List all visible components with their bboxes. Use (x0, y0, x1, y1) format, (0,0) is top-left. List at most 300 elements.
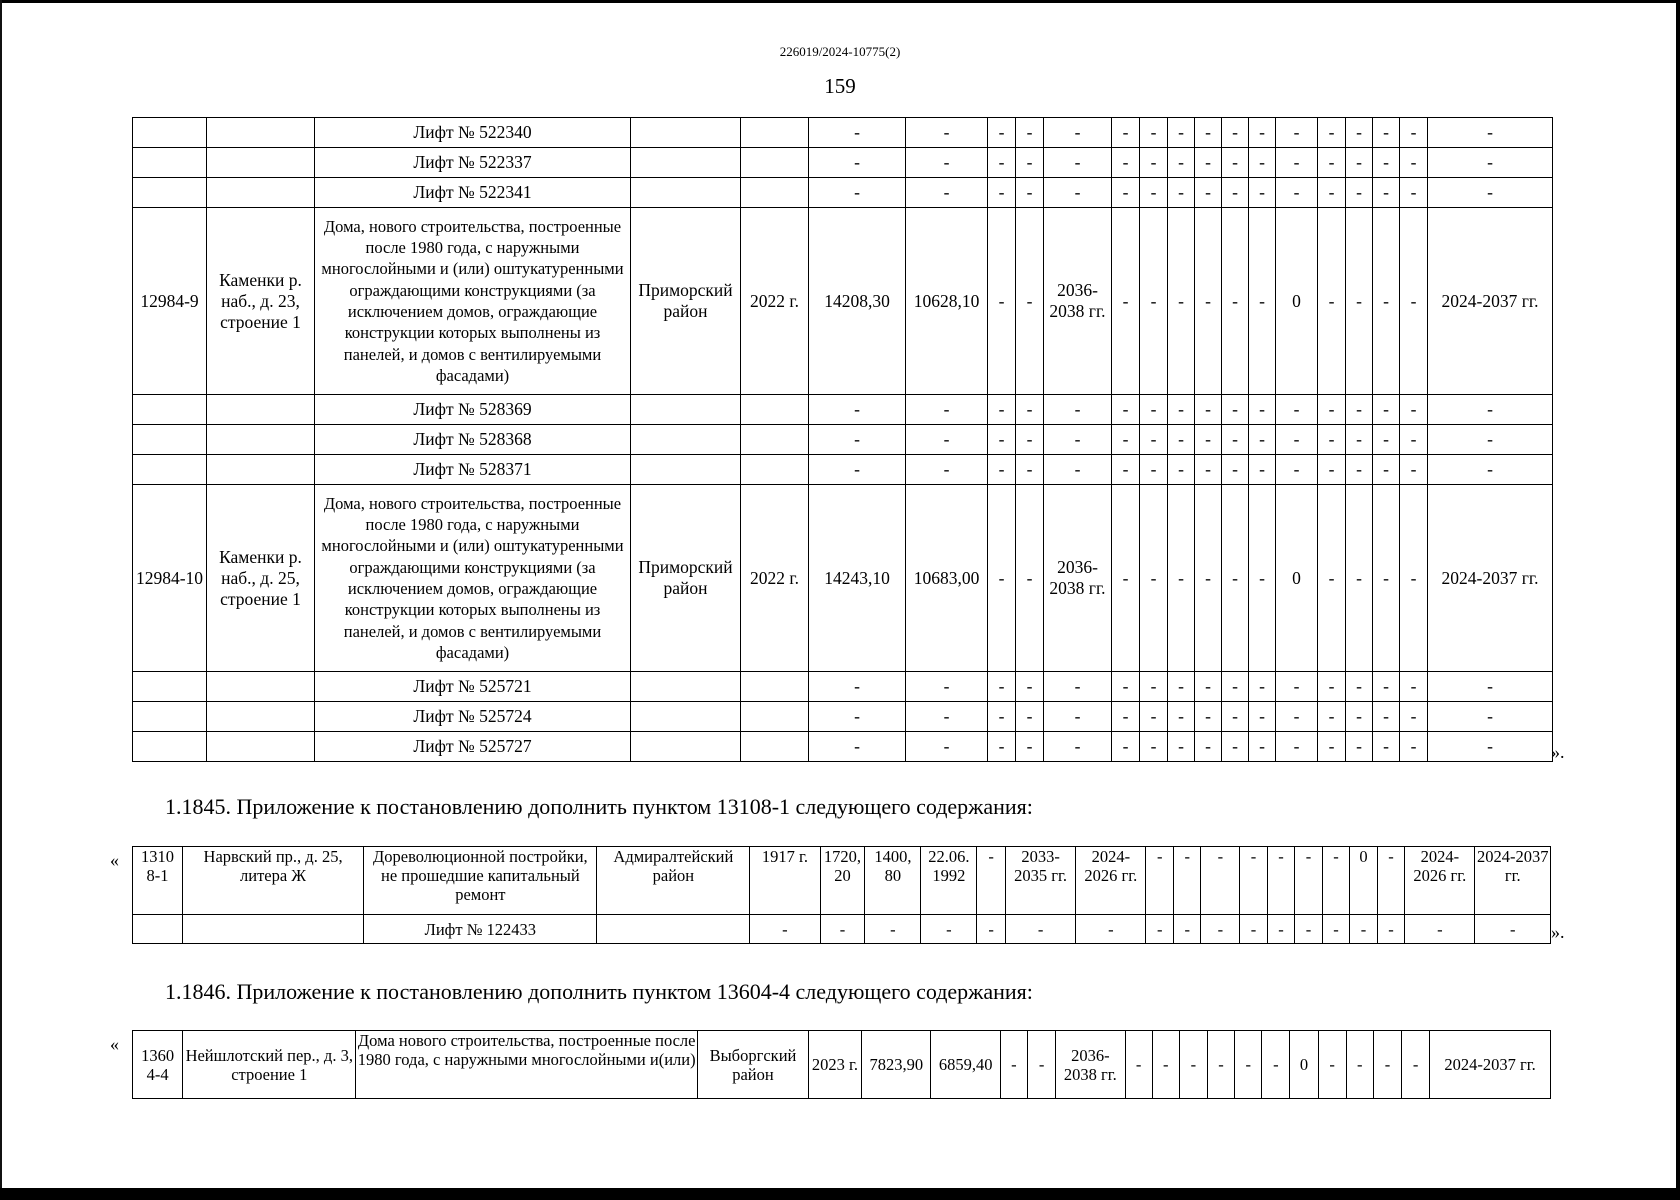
value-cell: - (1318, 425, 1346, 455)
value-cell: - (1428, 118, 1553, 148)
total-area: 14243,10 (809, 485, 906, 672)
value-cell: - (1400, 672, 1428, 702)
value-cell: - (1016, 395, 1044, 425)
value-cell: - (1346, 395, 1373, 425)
value-cell: - (1140, 672, 1168, 702)
value-cell: - (1249, 485, 1276, 672)
scan-edge-right (1676, 0, 1680, 1200)
value-cell: - (1428, 148, 1553, 178)
value-cell: - (1168, 425, 1195, 455)
value-cell: - (1428, 732, 1553, 762)
value-cell: - (1400, 455, 1428, 485)
value-cell: - (1346, 425, 1373, 455)
value-cell: - (809, 732, 906, 762)
value-cell: - (1267, 915, 1295, 944)
lift-label: Лифт № 528368 (315, 425, 631, 455)
value-cell: - (1005, 915, 1075, 944)
empty-cell (597, 915, 750, 944)
value-cell: - (809, 702, 906, 732)
value-cell: 0 (1350, 847, 1378, 915)
value-cell: - (988, 485, 1016, 672)
empty-cell (133, 455, 207, 485)
value-cell: - (1140, 702, 1168, 732)
value-cell: - (1402, 1031, 1430, 1099)
value-cell: - (1195, 732, 1222, 762)
value-cell: - (1373, 1031, 1401, 1099)
value-cell: - (1168, 455, 1195, 485)
value-cell: - (1168, 395, 1195, 425)
value-cell: - (1249, 672, 1276, 702)
value-cell: - (1195, 395, 1222, 425)
building-row (133, 208, 1553, 395)
value-cell: - (1276, 148, 1318, 178)
period-cell: 2036-2038 гг. (1044, 208, 1112, 395)
value-cell: - (988, 395, 1016, 425)
value-cell: - (1112, 148, 1140, 178)
opening-quote-1846: « (110, 1034, 119, 1054)
lift-row (133, 702, 1553, 732)
value-cell: - (988, 208, 1016, 395)
value-cell: - (1222, 425, 1249, 455)
value-cell: 0 (1290, 1031, 1318, 1099)
value-cell: - (1428, 425, 1553, 455)
value-cell: - (1016, 208, 1044, 395)
value-cell: - (1146, 847, 1174, 915)
value-cell: - (1240, 915, 1268, 944)
value-cell: - (1276, 118, 1318, 148)
empty-cell (631, 455, 741, 485)
value-cell: - (1276, 732, 1318, 762)
empty-cell (133, 915, 183, 944)
building-address: Нейшлотский пер., д. 3, строение 1 (183, 1031, 356, 1099)
empty-cell (207, 672, 315, 702)
value-cell: - (1222, 208, 1249, 395)
period-cell: 2036-2038 гг. (1056, 1031, 1125, 1099)
value-cell: - (1373, 672, 1400, 702)
value-cell: - (1276, 395, 1318, 425)
empty-cell (207, 425, 315, 455)
value-cell: - (1146, 915, 1174, 944)
value-cell: - (906, 425, 988, 455)
value-cell: - (988, 732, 1016, 762)
lift-row (133, 395, 1553, 425)
build-year: 2022 г. (741, 485, 809, 672)
value-cell: - (921, 915, 977, 944)
value-cell: - (1405, 915, 1475, 944)
value-cell: - (1168, 672, 1195, 702)
value-cell: - (1428, 702, 1553, 732)
scan-edge-top (0, 0, 1680, 3)
empty-cell (741, 395, 809, 425)
value-cell: - (1222, 148, 1249, 178)
living-area: 10683,00 (906, 485, 988, 672)
value-cell: - (1044, 702, 1112, 732)
value-cell: - (1249, 425, 1276, 455)
value-cell: - (906, 672, 988, 702)
value-cell: - (1276, 455, 1318, 485)
empty-cell (631, 732, 741, 762)
value-cell: - (988, 118, 1016, 148)
value-cell: - (1400, 702, 1428, 732)
value-cell: - (988, 425, 1016, 455)
empty-cell (133, 395, 207, 425)
period-cell: 2024-2026 гг. (1076, 847, 1146, 915)
value-cell: - (1350, 915, 1378, 944)
build-year: 2022 г. (741, 208, 809, 395)
value-cell: - (1318, 118, 1346, 148)
value-cell: - (1140, 118, 1168, 148)
value-cell: - (1373, 732, 1400, 762)
value-cell: - (1016, 455, 1044, 485)
value-cell: - (1400, 425, 1428, 455)
value-cell: - (1318, 1031, 1346, 1099)
value-cell: - (1222, 395, 1249, 425)
value-cell: - (809, 148, 906, 178)
value-cell: - (1140, 732, 1168, 762)
value-cell: - (1377, 915, 1405, 944)
value-cell: - (1207, 1031, 1234, 1099)
value-cell: - (1400, 732, 1428, 762)
lift-row (133, 732, 1553, 762)
value-cell: - (1262, 1031, 1290, 1099)
value-cell: - (1016, 425, 1044, 455)
value-cell: - (1400, 395, 1428, 425)
empty-cell (741, 672, 809, 702)
value-cell: - (1016, 672, 1044, 702)
value-cell: - (1373, 148, 1400, 178)
value-cell: - (1168, 485, 1195, 672)
lift-label: Лифт № 522341 (315, 178, 631, 208)
empty-cell (741, 118, 809, 148)
section-1845-table (132, 846, 1551, 944)
value-cell: - (1195, 148, 1222, 178)
value-cell: - (1168, 118, 1195, 148)
value-cell: - (1140, 485, 1168, 672)
building-type: Дореволюционной постройки, не прошедшие капитальный ремонт (364, 847, 597, 915)
value-cell: - (1276, 425, 1318, 455)
value-cell: - (1276, 672, 1318, 702)
value-cell: - (1373, 178, 1400, 208)
empty-cell (207, 455, 315, 485)
value-cell: - (1249, 702, 1276, 732)
value-cell: - (1195, 425, 1222, 455)
value-cell: - (809, 425, 906, 455)
value-cell: - (1318, 208, 1346, 395)
value-cell: - (906, 395, 988, 425)
value-cell: - (988, 672, 1016, 702)
value-cell: - (1318, 672, 1346, 702)
value-cell: - (977, 847, 1006, 915)
value-cell: - (1112, 425, 1140, 455)
value-cell: - (1168, 732, 1195, 762)
building-type: Дома нового строительства, построенные после 1980 года, с наружными многослойными и(или) (356, 1031, 698, 1099)
value-cell: - (1400, 178, 1428, 208)
value-cell: - (1140, 208, 1168, 395)
value-cell: - (1267, 847, 1295, 915)
value-cell: - (1168, 178, 1195, 208)
closing-quote-1845: ». (1551, 922, 1565, 942)
value-cell: - (1276, 702, 1318, 732)
value-cell: - (1168, 208, 1195, 395)
value-cell: - (1173, 915, 1201, 944)
page-number: 159 (824, 74, 856, 98)
value-cell: - (1475, 915, 1551, 944)
empty-cell (207, 118, 315, 148)
total-area: 7823,90 (862, 1031, 931, 1099)
value-cell: - (1249, 732, 1276, 762)
period-cell: 2024-2037 гг. (1428, 208, 1553, 395)
value-cell: - (1112, 178, 1140, 208)
value-cell: - (1044, 118, 1112, 148)
lift-row (133, 455, 1553, 485)
value-cell: - (1112, 455, 1140, 485)
value-cell: - (1222, 178, 1249, 208)
empty-cell (182, 915, 363, 944)
lift-label: Лифт № 522337 (315, 148, 631, 178)
value-cell: - (1249, 148, 1276, 178)
value-cell: - (988, 455, 1016, 485)
building-number: 12984-9 (133, 208, 207, 395)
section-1846-table (132, 1030, 1551, 1099)
value-cell: - (1016, 485, 1044, 672)
value-cell: - (906, 118, 988, 148)
lift-label: Лифт № 522340 (315, 118, 631, 148)
value-cell: - (1016, 118, 1044, 148)
value-cell: - (1112, 208, 1140, 395)
value-cell: - (1195, 118, 1222, 148)
value-cell: - (1400, 118, 1428, 148)
value-cell: - (988, 148, 1016, 178)
value-cell: - (1428, 455, 1553, 485)
value-cell: - (1318, 485, 1346, 672)
value-cell: - (1346, 118, 1373, 148)
living-area: 6859,40 (931, 1031, 1000, 1099)
value-cell: - (1400, 148, 1428, 178)
value-cell: - (1016, 148, 1044, 178)
empty-cell (631, 118, 741, 148)
period-cell: 2024-2037 гг. (1430, 1031, 1551, 1099)
opening-quote-1845: « (110, 850, 119, 870)
lift-label: Лифт № 525724 (315, 702, 631, 732)
value-cell: - (820, 915, 865, 944)
value-cell: - (906, 178, 988, 208)
building-row (133, 485, 1553, 672)
empty-cell (207, 178, 315, 208)
building-address: Каменки р. наб., д. 25, строение 1 (207, 485, 315, 672)
building-district: Адмиралтейский район (597, 847, 750, 915)
lift-label: Лифт № 525727 (315, 732, 631, 762)
period-cell: 2036-2038 гг. (1044, 485, 1112, 672)
value-cell: - (865, 915, 921, 944)
lift-label: Лифт № 528369 (315, 395, 631, 425)
value-cell: - (1112, 702, 1140, 732)
value-cell: - (1249, 455, 1276, 485)
value-cell: - (1044, 148, 1112, 178)
value-cell: - (1195, 178, 1222, 208)
value-cell: - (1195, 702, 1222, 732)
value-cell: - (1222, 455, 1249, 485)
value-cell: - (1173, 847, 1201, 915)
build-year: 1917 г. (750, 847, 820, 915)
empty-cell (741, 702, 809, 732)
building-address: Каменки р. наб., д. 23, строение 1 (207, 208, 315, 395)
value-cell: - (1373, 395, 1400, 425)
period-cell: 2033-2035 гг. (1005, 847, 1075, 915)
value-cell: - (1044, 732, 1112, 762)
value-cell: - (1318, 178, 1346, 208)
building-row-13604-4 (133, 1031, 1551, 1099)
value-cell: - (1112, 395, 1140, 425)
value-cell: - (1222, 485, 1249, 672)
value-cell: - (1140, 178, 1168, 208)
empty-cell (207, 395, 315, 425)
empty-cell (741, 178, 809, 208)
period-cell: 2024-2037 гг. (1475, 847, 1551, 915)
empty-cell (741, 148, 809, 178)
value-cell: - (1195, 208, 1222, 395)
lift-label: Лифт № 528371 (315, 455, 631, 485)
total-area: 14208,30 (809, 208, 906, 395)
value-cell: - (1428, 178, 1553, 208)
value-cell: - (1028, 1031, 1056, 1099)
value-cell: - (1179, 1031, 1207, 1099)
value-cell: - (1318, 732, 1346, 762)
value-cell: - (1249, 395, 1276, 425)
value-cell: - (1322, 915, 1350, 944)
date-cell: 22.06. 1992 (921, 847, 977, 915)
lift-label: Лифт № 525721 (315, 672, 631, 702)
value-cell: - (1112, 485, 1140, 672)
value-cell: - (809, 118, 906, 148)
value-cell: - (1044, 672, 1112, 702)
empty-cell (133, 672, 207, 702)
value-cell: - (1112, 732, 1140, 762)
empty-cell (133, 702, 207, 732)
value-cell: - (1112, 118, 1140, 148)
value-cell: - (809, 672, 906, 702)
value-cell: - (1222, 672, 1249, 702)
value-cell: - (1201, 915, 1240, 944)
lift-row (133, 672, 1553, 702)
empty-cell (631, 148, 741, 178)
lift-row (133, 148, 1553, 178)
document-id: 226019/2024-10775(2) (779, 44, 901, 59)
value-cell: - (988, 702, 1016, 732)
value-cell: - (1295, 847, 1323, 915)
value-cell: - (1318, 148, 1346, 178)
value-cell: - (1428, 395, 1553, 425)
value-cell: - (1168, 702, 1195, 732)
empty-cell (741, 455, 809, 485)
value-cell: - (1112, 672, 1140, 702)
value-cell: - (1044, 395, 1112, 425)
value-cell: - (1076, 915, 1146, 944)
empty-cell (207, 702, 315, 732)
empty-cell (133, 118, 207, 148)
building-address: Нарвский пр., д. 25, литера Ж (182, 847, 363, 915)
value-cell: - (1346, 485, 1373, 672)
value-cell: - (1140, 148, 1168, 178)
building-district: Приморский район (631, 208, 741, 395)
living-area: 1400, 80 (865, 847, 921, 915)
value-cell: - (1346, 455, 1373, 485)
period-cell: 2024-2037 гг. (1428, 485, 1553, 672)
building-number: 1310 8-1 (133, 847, 183, 915)
value-cell: - (906, 455, 988, 485)
lift-table-continued (132, 117, 1553, 762)
value-cell: - (1295, 915, 1323, 944)
lift-label: Лифт № 122433 (364, 915, 597, 944)
empty-cell (631, 395, 741, 425)
empty-cell (133, 425, 207, 455)
value-cell: - (1249, 178, 1276, 208)
section-1845-heading: 1.1845. Приложение к постановлению дополнить пунктом 13108-1 следующего содержания: (165, 794, 1033, 819)
value-cell: - (1322, 847, 1350, 915)
value-cell: - (1201, 847, 1240, 915)
building-district: Выборгский район (698, 1031, 809, 1099)
value-cell: - (1016, 702, 1044, 732)
value-cell: - (1276, 178, 1318, 208)
value-cell: - (1044, 178, 1112, 208)
value-cell: - (1346, 148, 1373, 178)
lift-row (133, 425, 1553, 455)
build-year: 2023 г. (808, 1031, 861, 1099)
value-cell: - (1318, 455, 1346, 485)
lift-row-122433 (133, 915, 1551, 944)
empty-cell (207, 148, 315, 178)
value-cell: - (1377, 847, 1405, 915)
value-cell: 0 (1276, 208, 1318, 395)
building-number: 12984-10 (133, 485, 207, 672)
value-cell: - (1373, 485, 1400, 672)
value-cell: - (1346, 732, 1373, 762)
value-cell: - (906, 148, 988, 178)
value-cell: - (1140, 455, 1168, 485)
value-cell: - (1168, 148, 1195, 178)
building-type: Дома, нового строительства, построенные после 1980 года, с наружными многослойными и (или) оштукатуренными ограждающими конструкциями (за исключением домов, ограждающие конструкции которых выполнены из панелей, и домов с вентилируемыми фасадами) (315, 208, 631, 395)
value-cell: - (1400, 485, 1428, 672)
value-cell: - (1222, 702, 1249, 732)
value-cell: - (1346, 1031, 1373, 1099)
empty-cell (741, 425, 809, 455)
value-cell: - (1373, 455, 1400, 485)
empty-cell (133, 178, 207, 208)
empty-cell (133, 148, 207, 178)
empty-cell (631, 672, 741, 702)
value-cell: - (906, 702, 988, 732)
building-district: Приморский район (631, 485, 741, 672)
empty-cell (207, 732, 315, 762)
value-cell: - (1318, 702, 1346, 732)
value-cell: - (1195, 455, 1222, 485)
value-cell: - (1373, 208, 1400, 395)
value-cell: - (1240, 847, 1268, 915)
empty-cell (631, 425, 741, 455)
empty-cell (631, 702, 741, 732)
value-cell: - (809, 455, 906, 485)
value-cell: - (1318, 395, 1346, 425)
value-cell: 0 (1276, 485, 1318, 672)
building-type: Дома, нового строительства, построенные после 1980 года, с наружными многослойными и (или) оштукатуренными ограждающими конструкциями (за исключением домов, ограждающие конструкции которых выполнены из панелей, и домов с вентилируемыми фасадами) (315, 485, 631, 672)
building-number: 1360 4-4 (133, 1031, 183, 1099)
total-area: 1720, 20 (820, 847, 865, 915)
value-cell: - (1373, 118, 1400, 148)
building-row-13108-1 (133, 847, 1551, 915)
empty-cell (741, 732, 809, 762)
value-cell: - (1428, 672, 1553, 702)
value-cell: - (1400, 208, 1428, 395)
value-cell: - (1346, 178, 1373, 208)
